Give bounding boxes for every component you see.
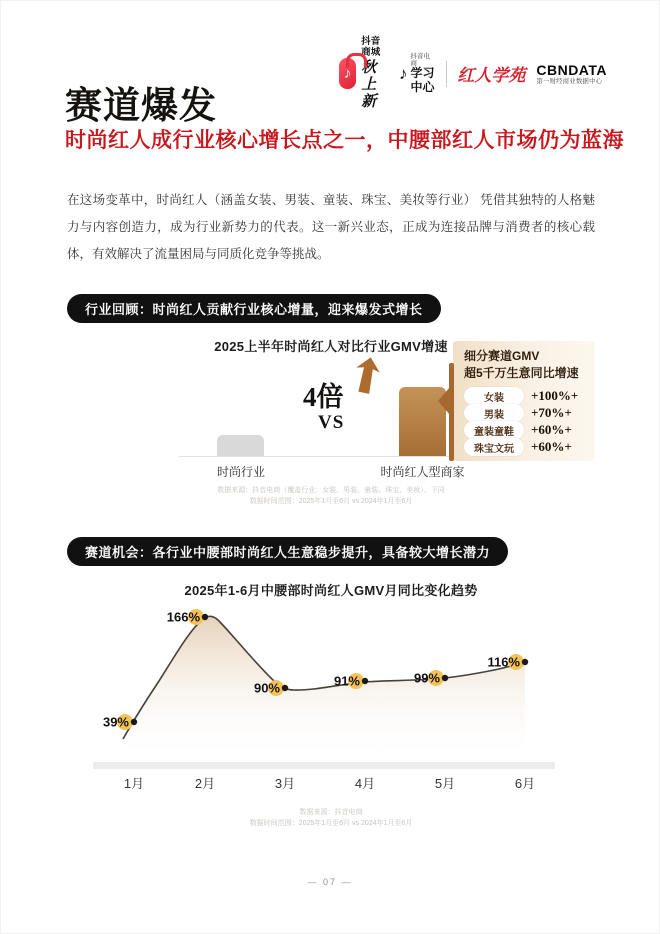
logo-divider <box>446 61 447 87</box>
panel-title-line2: 超5千万生意同比增速 <box>464 366 579 381</box>
x-axis-band <box>93 762 555 769</box>
panel-title-line1: 细分赛道GMV <box>464 349 540 363</box>
x-tick-label: 1月 <box>123 776 145 791</box>
chart1-source-note <box>67 486 595 508</box>
x-tick-label: 3月 <box>274 776 296 791</box>
page-title: 赛道爆发 <box>65 86 217 127</box>
segment-gmv-panel <box>453 341 595 461</box>
douyin-ec-label: 抖音电商 <box>410 52 431 67</box>
category-pill: 男装 <box>464 404 524 422</box>
value-label: 116% <box>487 654 520 670</box>
hongren-academy-logo: 红人学苑 <box>457 66 526 86</box>
douyin-mall-logo <box>339 37 388 111</box>
x-tick-label: 4月 <box>354 776 376 791</box>
category-value: +100%+ <box>531 388 579 404</box>
data-point <box>282 685 288 691</box>
data-point <box>362 678 368 684</box>
category-value: +60%+ <box>531 422 572 438</box>
chart1-source-line1: 数据来源：抖音电商（覆盖行业：女装、男装、童装、珠宝、美妆）、下同 <box>217 487 445 494</box>
data-point <box>442 675 448 681</box>
douyin-mall-label: 抖音商城 <box>361 36 381 58</box>
cbndata-subtitle: 第一财经商业数据中心 <box>536 78 603 86</box>
chart2-source-line1: 数据来源：抖音电商 <box>299 809 363 816</box>
value-label: 90% <box>253 680 280 696</box>
page-number: — 07 — <box>307 877 353 887</box>
cbndata-logo <box>536 62 607 85</box>
value-label: 91% <box>333 673 360 689</box>
autumn-new-label: 秋上新 <box>361 58 377 111</box>
data-point <box>202 614 208 620</box>
value-label: 99% <box>413 670 440 686</box>
section2-badge: 赛道机会：各行业中腰部时尚红人生意稳步提升，具备较大增长潜力 <box>67 537 508 566</box>
line-area-fill <box>123 616 525 762</box>
category-pill: 珠宝文玩 <box>464 438 524 456</box>
chart2-source-note <box>67 808 595 830</box>
music-note-icon: ♪ <box>399 63 408 83</box>
panel-row <box>464 422 587 439</box>
section1-badge: 行业回顾：时尚红人贡献行业核心增量，迎来爆发式增长 <box>67 294 441 323</box>
chart2-source-line2: 数据时间范围：2025年1月至6月 vs 2024年1月至6月 <box>249 819 413 827</box>
data-point <box>522 659 528 665</box>
value-label: 39% <box>102 714 129 730</box>
learning-center-logo <box>399 53 435 96</box>
x-tick-label: 6月 <box>514 776 536 791</box>
panel-row <box>464 439 587 456</box>
multiplier-label: 4倍 <box>303 382 344 412</box>
category-pill: 童装童鞋 <box>464 421 524 439</box>
category-pill: 女装 <box>464 387 524 405</box>
bar-label-fashion-industry: 时尚行业 <box>216 465 265 479</box>
x-tick-label: 5月 <box>434 776 456 791</box>
intro-paragraph: 在这场变革中，时尚红人（涵盖女装、男装、童装、珠宝、美妆等行业） 凭借其独特的人格魅力与内容创造力，成为行业新势力的代表。这一新兴业态，正成为连接品牌与消费者的核心载体，有效解决了流量困局与同质化竞争等挑战。 <box>67 193 595 261</box>
page-subtitle: 时尚红人成行业核心增长点之一，中腰部红人市场仍为蓝海 <box>65 129 624 152</box>
cbndata-label: CBNDATA <box>536 62 607 79</box>
data-point <box>131 719 137 725</box>
x-tick-label: 2月 <box>194 776 216 791</box>
chart2-title: 2025年1-6月中腰部时尚红人GMV月同比变化趋势 <box>184 583 478 598</box>
panel-left-arrow-icon <box>438 387 450 415</box>
category-value: +70%+ <box>531 405 572 421</box>
up-arrow-icon <box>354 357 380 397</box>
header-logos <box>339 37 607 111</box>
chart1-title: 2025上半年时尚红人对比行业GMV增速 <box>214 339 448 354</box>
panel-row <box>464 405 587 422</box>
vs-label: VS <box>318 412 345 433</box>
bar-label-fashion-influencer: 时尚红人型商家 <box>380 465 465 479</box>
gmv-comparison-chart <box>67 331 595 513</box>
douyin-bag-icon: ♪ <box>339 58 356 89</box>
category-value: +60%+ <box>531 439 572 455</box>
learning-center-label: 学习中心 <box>410 66 435 95</box>
line-chart-canvas <box>67 602 595 802</box>
bar-fashion-industry <box>217 435 264 456</box>
monthly-trend-chart <box>67 580 595 840</box>
panel-row <box>464 388 587 405</box>
chart1-source-line2: 数据时间范围：2025年1月至6月 vs 2024年1月至6月 <box>249 497 413 505</box>
value-label: 166% <box>166 609 200 625</box>
